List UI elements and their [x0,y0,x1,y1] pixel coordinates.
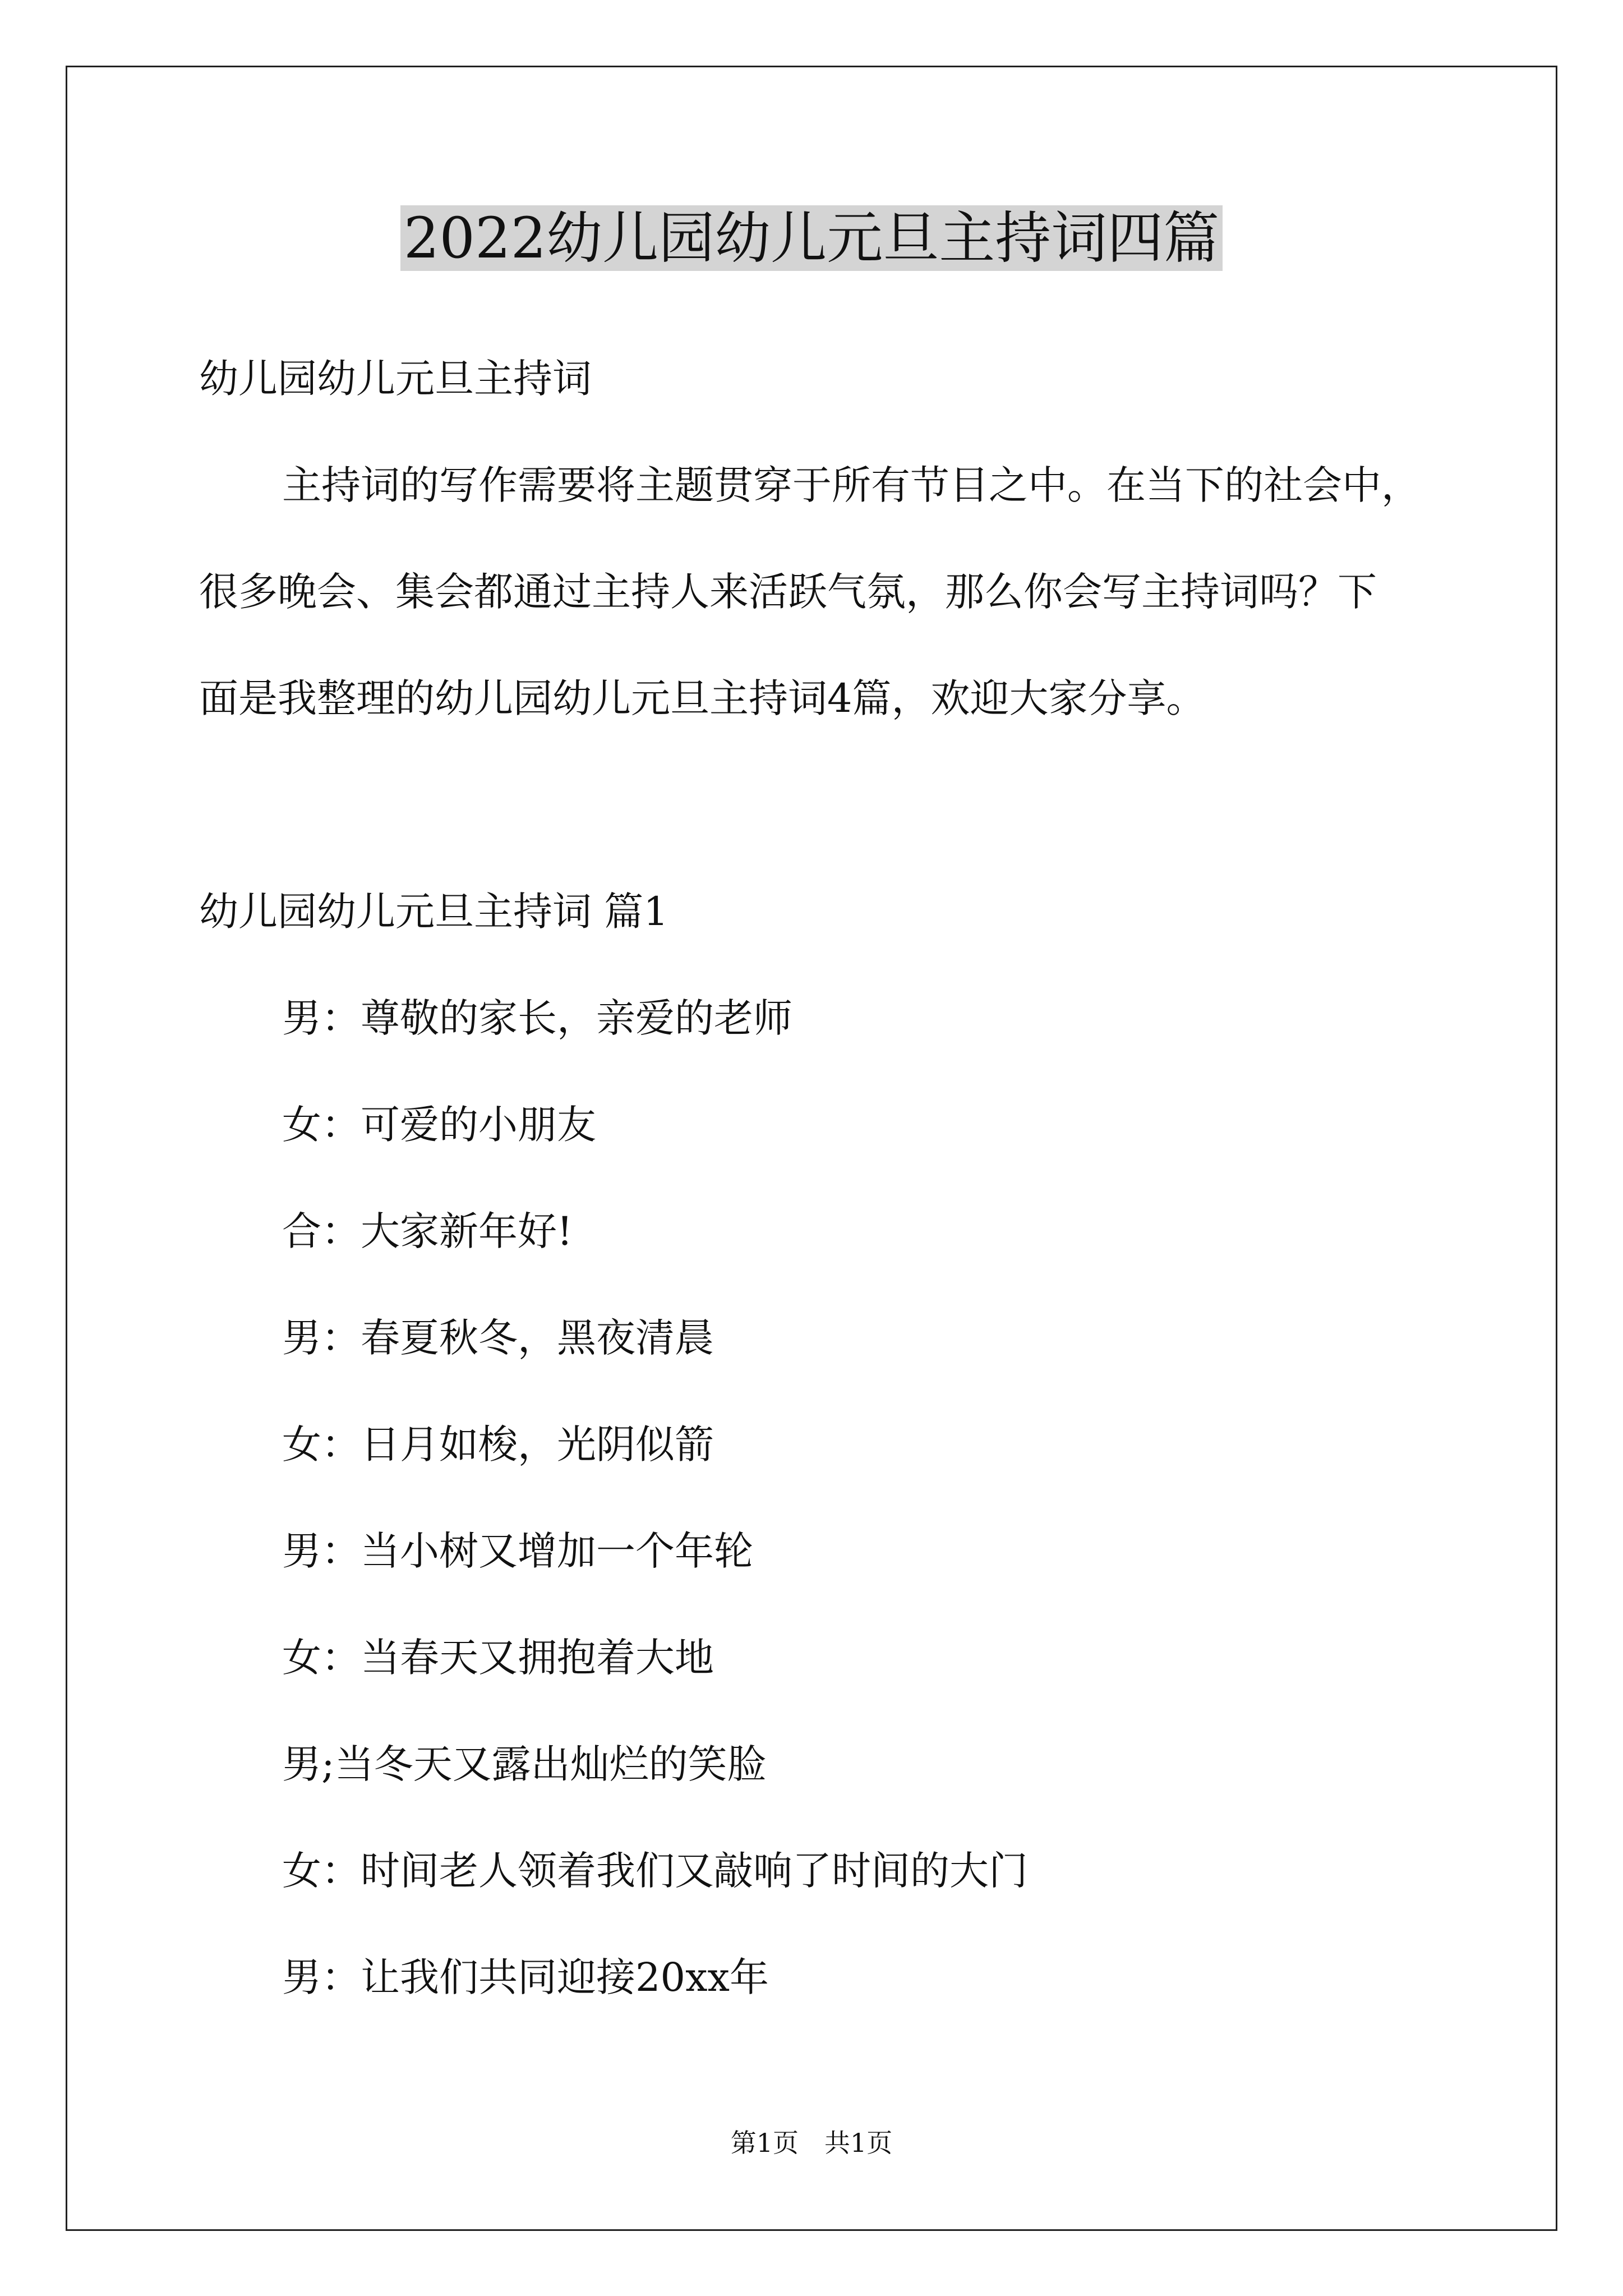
document-title [0,199,1623,278]
dialogue-line: 男;当冬天又露出灿烂的笑脸 [282,1741,767,1787]
dialogue-line: 男：当小树又增加一个年轮 [282,1528,753,1574]
dialogue-line: 女：时间老人领着我们又敲响了时间的大门 [282,1848,1028,1894]
intro-line-2: 很多晚会、集会都通过主持人来活跃气氛，那么你会写主持词吗？下 [199,569,1377,615]
dialogue-line: 男：尊敬的家长，亲爱的老师 [282,995,792,1041]
document-title-text: 2022幼儿园幼儿元旦主持词四篇 [400,205,1223,271]
dialogue-line: 女：日月如梭，光阴似箭 [282,1421,714,1467]
intro-line-1: 主持词的写作需要将主题贯穿于所有节目之中。在当下的社会中， [282,462,1421,508]
dialogue-line: 男：春夏秋冬，黑夜清晨 [282,1315,714,1361]
page-footer: 第1页 共1页 [730,2128,893,2158]
intro-line-3: 面是我整理的幼儿园幼儿元旦主持词4篇，欢迎大家分享。 [199,675,1206,721]
dialogue-line: 合：大家新年好! [282,1208,573,1254]
section-heading: 幼儿园幼儿元旦主持词 篇1 [199,889,668,935]
document-subtitle: 幼儿园幼儿元旦主持词 [199,356,592,402]
dialogue-line: 男：让我们共同迎接20xx年 [282,1954,769,2000]
dialogue-line: 女：当春天又拥抱着大地 [282,1635,714,1681]
dialogue-line: 女：可爱的小朋友 [282,1102,596,1148]
